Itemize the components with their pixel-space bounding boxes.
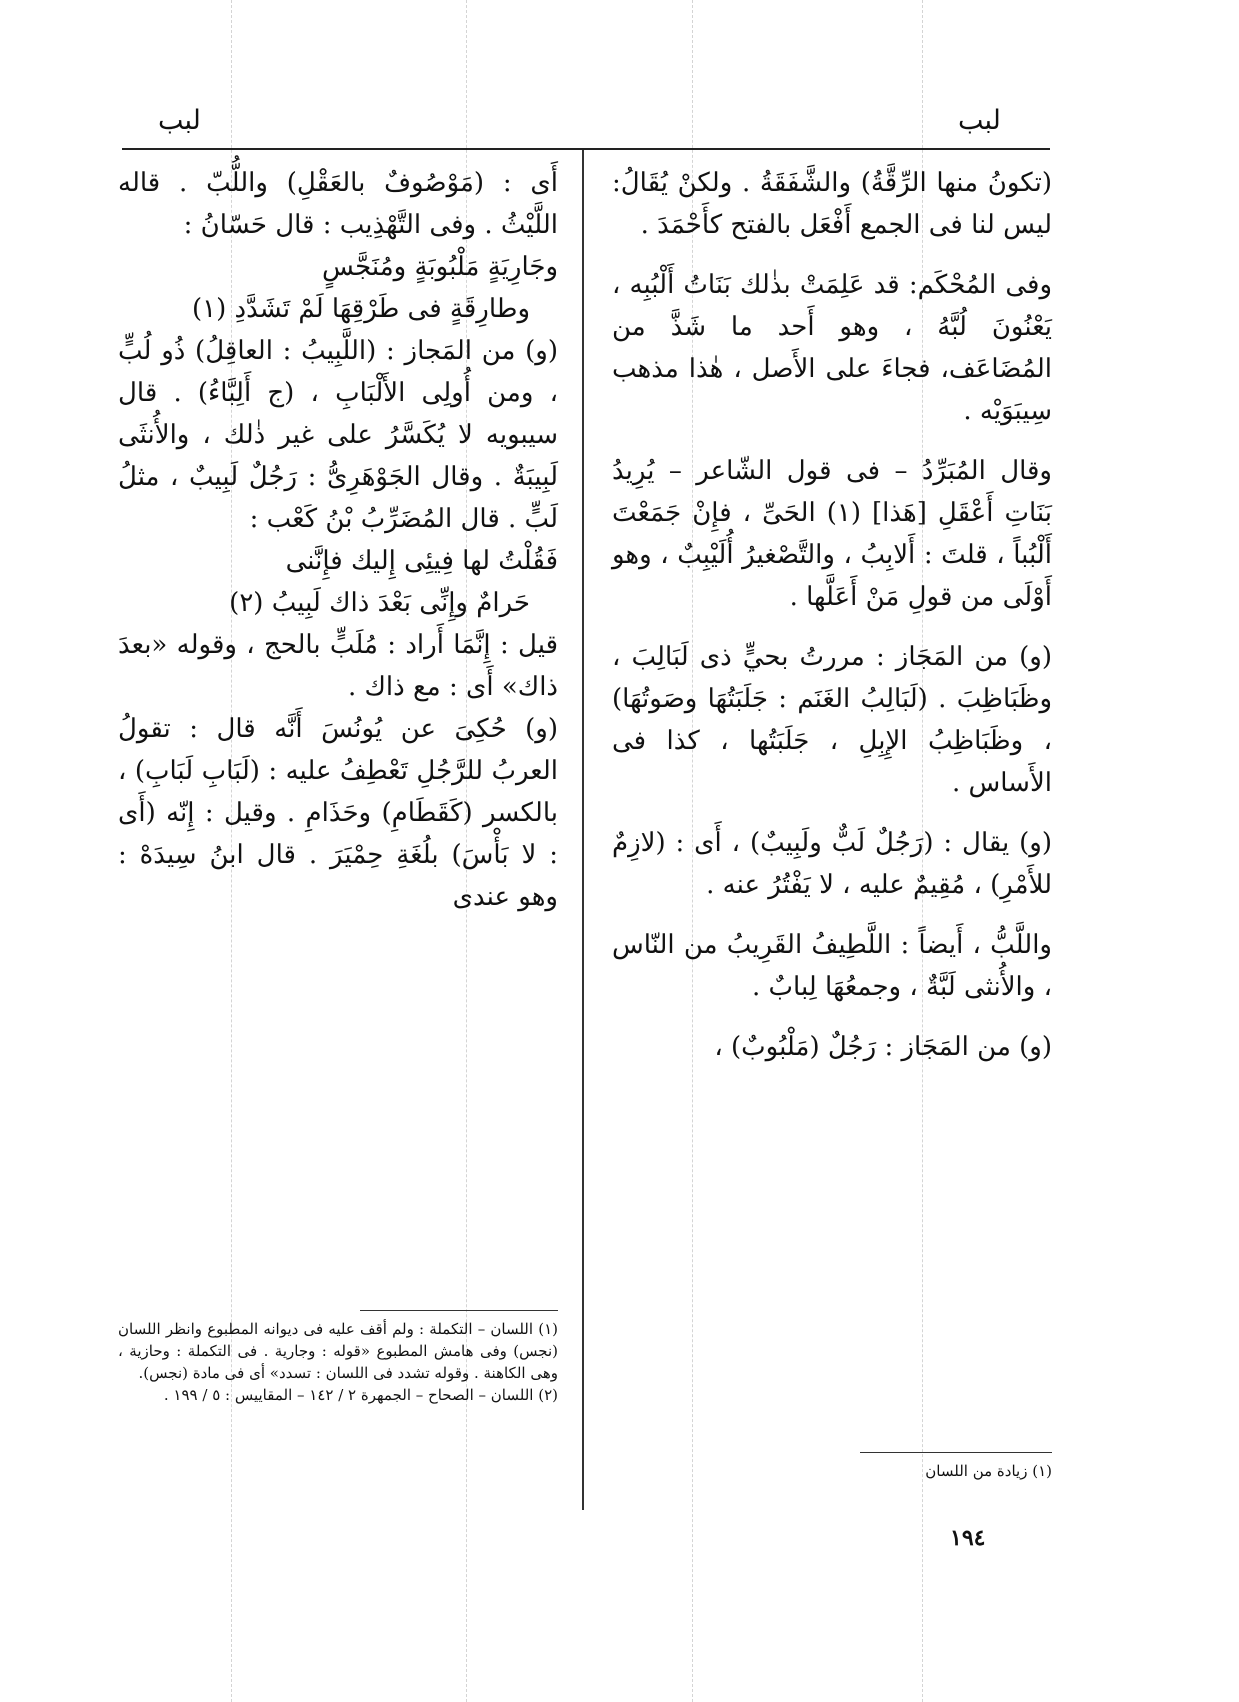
left-footnotes (118, 1318, 558, 1406)
footnote-rule (860, 1452, 1052, 1453)
footnote: (٢) اللسان – الصحاح – الجمهرة ٢ / ١٤٢ – المقاييس : ٥ / ١٩٩ . (163, 1386, 558, 1404)
verse-line: وجَارِيَةٍ مَلْبُوبَةٍ ومُنَجَّسٍ (321, 252, 558, 282)
right-text-column (612, 162, 1052, 1068)
verse-line: فَقُلْتُ لها فِيئِى إِليك فإِنَّنى (285, 546, 558, 576)
paragraph: (و) حُكِىَ عن يُونُسَ أَنَّه قال : تقولُ العربُ للرَّجُلِ تَعْطِفُ عليه : (لَبَابِ لَبَابِ) ، بالكسر (كَقَطَامِ) وحَذَامِ . وقيل : إِنّه (أَى : لا بَأْسَ) بلُغَةِ حِمْيَرَ . قال ابنُ سِيدَهْ : وهو عندى (118, 714, 558, 912)
paragraph: قيل : إِنَّمَا أَراد : مُلَبٍّ بالحج ، وقوله «بعدَ ذاك» أَى : مع ذاك . (118, 630, 558, 702)
running-header-right: لبب (958, 105, 1001, 136)
paragraph: (و) من المَجَاز : مررتُ بحيٍّ ذى لَبَالِبَ ، وظَبَاظِبَ . (لَبَالِبُ الغَنَم : جَلَبَتُهَا وصَوتُهَا) ، وظَبَاظِبُ الإِبِلِ ، جَلَبَتُها ، كذا فى الأَساس . (612, 642, 1052, 798)
paragraph: (و) من المَجَاز : رَجُلٌ (مَلْبُوبٌ) ، (714, 1032, 1052, 1062)
verse-line: حَرامٌ وإِنِّى بَعْدَ ذاك لَبِيبُ (٢) (229, 588, 530, 618)
paragraph: واللَّبُّ ، أَيضاً : اللَّطِيفُ القَرِيبُ من النّاس ، والأُنثى لَبَّةٌ ، وجمعُهَا لِبابٌ . (612, 930, 1052, 1002)
running-header-left: لبب (158, 105, 201, 136)
paragraph: (و) من المَجاز : (اللَّبِيبُ : العاقِلُ) ذُو لُبٍّ ، ومن أُولِى الأَلْبَابِ ، (ج أَلِبَّاءُ) . قال سيبويه لا يُكَسَّرُ على غير ذٰلك ، والأُنثَى لَبِيبَةٌ . وقال الجَوْهَرِىُّ : رَجُلٌ لَبِيبٌ ، مثلُ لَبٍّ . قال المُضَرِّبُ بْنُ كَعْب : (118, 336, 558, 534)
column-divider (582, 150, 584, 1510)
footnote: (١) زيادة من اللسان (925, 1462, 1052, 1480)
paragraph: (تكونُ منها الرِّقَّةُ) والشَّفَقَةُ . ولكنْ يُقَالُ: ليس لنا فى الجمع أَفْعَل بالفتح كأَحْمَدَ . (612, 168, 1052, 240)
page-number: ١٩٤ (950, 1525, 986, 1551)
paragraph: (و) يقال : (رَجُلٌ لَبٌّ ولَبِيبٌ) ، أَى : (لازِمٌ للأَمْرِ) ، مُقِيمٌ عليه ، لا يَفْتُرُ عنه . (612, 828, 1052, 900)
paragraph: وقال المُبَرِّدُ – فى قول الشّاعر – يُرِيدُ بَنَاتِ أَعْقَلِ [هَذا] (١) الحَىِّ ، فإِنْ جَمَعْتَ أَلْبُباً ، قلتَ : أَلابِبُ ، والتَّصْغيرُ أُلَيْبِبٌ ، وهو أَوْلَى من قولِ مَنْ أَعَلَّها . (612, 456, 1052, 612)
paragraph: وفى المُحْكَم: قد عَلِمَتْ بذٰلك بَنَاتُ أَلْبُبِه ، يَعْنُونَ لُبَّهُ ، وهو أَحد ما شَذَّ من المُضَاعَف، فجاءَ على الأَصل ، هٰذا مذهب سِيبَوَيْه . (612, 270, 1052, 426)
header-rule (122, 148, 1050, 150)
left-text-column (118, 162, 558, 918)
verse-line: وطارِقَةٍ فى طَرْقِهَا لَمْ تَشَدَّدِ (١) (191, 294, 530, 324)
footnote-rule (360, 1310, 558, 1311)
right-footnotes (612, 1460, 1052, 1482)
footnote: (١) اللسان – التكملة : ولم أقف عليه فى ديوانه المطبوع وانظر اللسان (نجس) وفى هامش المطبوع «قوله : وجارية . فى التكملة : وحازية ، وهى الكاهنة . وقوله تشدد فى اللسان : تسدد» أى فى مادة (نجس). (118, 1320, 558, 1382)
paragraph: أَى : (مَوْصُوفٌ بالعَقْلِ) واللُّبّ . قاله اللَّيْثُ . وفى التَّهْذِيب : قال حَسّانُ : (118, 168, 558, 240)
